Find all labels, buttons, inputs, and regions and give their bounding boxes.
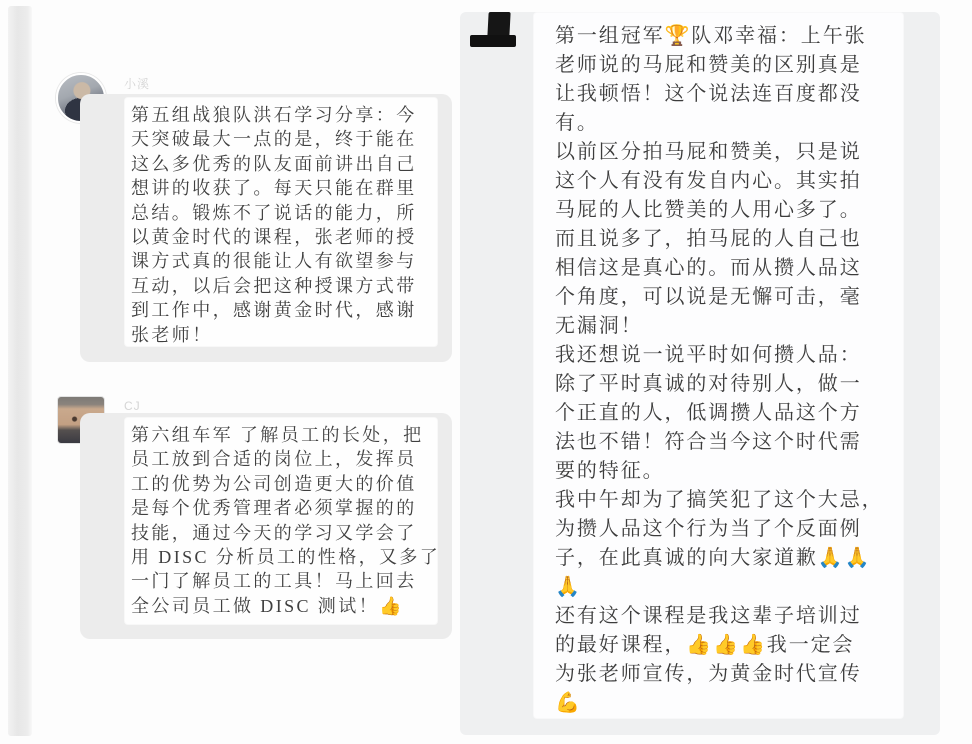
message-text: 第六组车军 了解员工的长处，把 员工放到合适的岗位上，发挥员 工的优势为公司创造更大的价值 是每个优秀管理者必须掌握的的 技能，通过今天的学习又学会了 用 DISC 分析员工的性格，又多了 一门了解员工的工具！马上回去 全公司员工做 DISC 测试！👍 [131,425,441,616]
message-text: 第一组冠军🏆队邓幸福：上午张 老师说的马屁和赞美的区别真是 让我顿悟！这个说法连百度都没 有。 以前区分拍马屁和赞美，只是说 这个人有没有发自内心。其实拍 马屁的人比赞美的人用心多了。 而且说多了，拍马屁的人自己也 相信这是真心的。而从攒人品这 个角度，可以说是无懈可击，毫 无漏洞！ 我还想说一说平时如何攒人品： 除了平时真诚的对待别人，做一 个正直的人，低调攒人品这个方 法也不错！符合当今这个时代需 要的特征。 我中午却为了搞笑犯了这个大忌， 为攒人品这个行为当了个反面例 子，在此真诚的向大家道歉🙏🙏 🙏 还有这个课程是我这辈子培训过 的最好课程，👍👍👍我一定会 为张老师宣传，为黄金时代宣传 💪 [555,25,884,714]
chat-screenshot-left [33,0,455,744]
chat-screenshot-right [460,12,940,735]
avatar-user-3[interactable] [468,12,518,48]
avatar-shape-top [487,12,510,37]
nickname-user-1: 小溪 [124,77,151,91]
nickname-user-2: CJ [124,399,141,413]
message-bubble [124,97,438,347]
avatar-shape-bar [470,35,516,47]
message-text: 第五组战狼队洪石学习分享：今 天突破最大一点的是，终于能在 这么多优秀的队友面前讲出自己 想讲的收获了。每天只能在群里 总结。锻炼不了说话的能力，所 以黄金时代的课程，张老师的授 课方式真的很能让人有欲望参与 互动，以后会把这种授课方式带 到工作中，感谢黄金时代，感谢 张老师！ [131,105,417,345]
page-edge-strip [8,6,32,736]
message-bubble [124,417,441,625]
